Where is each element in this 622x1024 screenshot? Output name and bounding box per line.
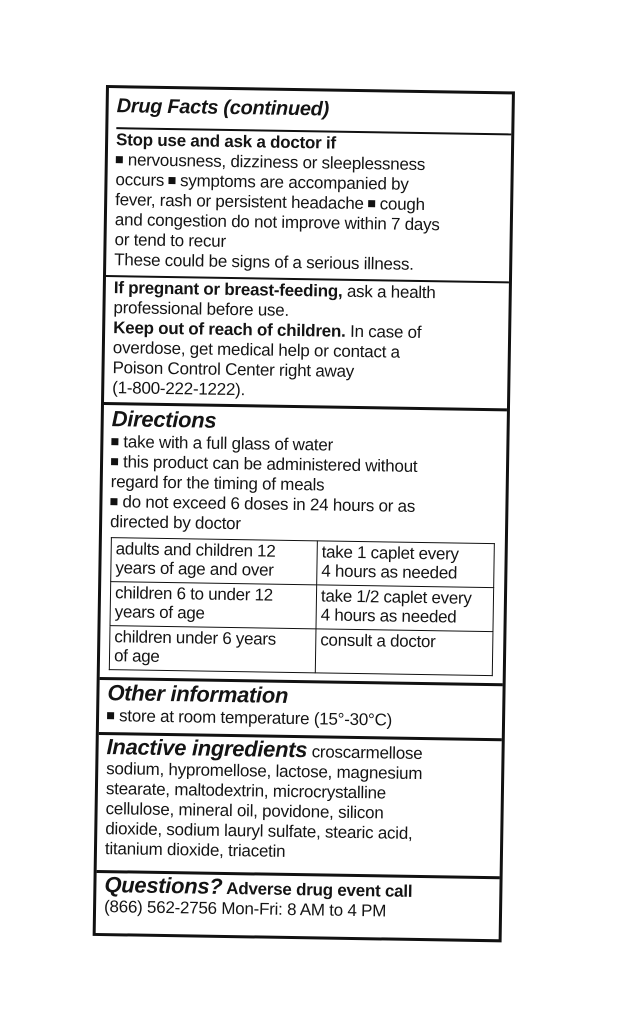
inactive-heading: Inactive ingredients	[106, 734, 308, 763]
table-row	[109, 626, 493, 676]
stop-use-warning: These could be signs of a serious illness.	[114, 250, 414, 274]
directions-item: do not exceed 6 doses in 24 hours or as	[110, 492, 497, 518]
dose-cell: take 1/2 caplet every 4 hours as needed	[316, 585, 494, 632]
inactive-section	[97, 734, 502, 865]
inactive-line: Inactive ingredients croscarmellose	[106, 734, 423, 764]
questions-section	[96, 872, 500, 923]
stop-use-heading: Stop use and ask a doctor if	[115, 130, 336, 153]
bullet-icon	[368, 200, 375, 207]
stop-use-item: or tend to recur	[114, 230, 226, 251]
pregnant-heading: If pregnant or breast-feeding,	[113, 278, 343, 301]
inactive-line: titanium dioxide, triacetin	[104, 839, 286, 861]
directions-item: this product can be administered without	[111, 452, 498, 478]
bullet-icon	[110, 498, 117, 505]
keep-out-line: (1-800-222-1222).	[112, 378, 246, 400]
table-row	[111, 538, 495, 588]
inactive-line: stearate, maltodextrin, microcrystalline	[105, 779, 387, 803]
dose-cell: take 1 caplet every 4 hours as needed	[317, 541, 495, 588]
directions-heading: Directions	[111, 406, 217, 433]
keep-out-heading: Keep out of reach of children.	[113, 318, 346, 341]
other-info-heading: Other information	[107, 680, 289, 708]
questions-heading: Questions?	[104, 872, 223, 899]
directions-item: regard for the timing of meals	[110, 472, 325, 495]
bullet-icon	[107, 712, 114, 719]
directions-item: take with a full glass of water	[111, 432, 498, 458]
keep-out-line: Poison Control Center right away	[112, 358, 355, 381]
dose-cell: consult a doctor	[315, 629, 493, 676]
stop-use-item: fever, rash or persistent headache cough	[115, 190, 425, 215]
drug-facts-title: Drug Facts (continued)	[116, 95, 330, 121]
stop-use-section	[106, 130, 511, 276]
directions-item: directed by doctor	[109, 512, 241, 534]
directions-section	[102, 406, 507, 538]
bullet-icon	[111, 458, 118, 465]
questions-line: Questions? Adverse drug event call	[104, 872, 413, 901]
inactive-line: dioxide, sodium lauryl sulfate, stearic acid,	[105, 819, 413, 843]
stop-use-item: occurs symptoms are accompanied by	[115, 170, 409, 194]
keep-out-line: Keep out of reach of children. In case of	[113, 318, 422, 342]
other-info-item: store at room temperature (15°-30°C)	[107, 706, 494, 732]
age-cell: adults and children 12 years of age and over	[111, 538, 318, 585]
pregnant-line: professional before use.	[113, 298, 290, 320]
drug-facts-panel	[93, 85, 515, 942]
bullet-icon	[116, 156, 123, 163]
bullet-icon	[111, 438, 118, 445]
stop-use-item: and congestion do not improve within 7 days	[114, 210, 440, 235]
other-info-section	[99, 680, 503, 732]
inactive-line: sodium, hypromellose, lactose, magnesium	[106, 759, 423, 784]
age-cell: children under 6 years of age	[109, 626, 316, 673]
bullet-icon	[168, 177, 175, 184]
questions-phone: (866) 562-2756 Mon-Fri: 8 AM to 4 PM	[103, 897, 387, 921]
inactive-line: cellulose, mineral oil, povidone, silicon	[105, 799, 384, 823]
table-row	[110, 582, 494, 632]
keep-out-line: overdose, get medical help or contact a	[112, 338, 400, 362]
dosage-table	[109, 537, 495, 676]
drug-facts-header	[108, 95, 511, 124]
age-cell: children 6 to under 12 years of age	[110, 582, 317, 629]
warnings-section	[104, 278, 509, 404]
pregnant-line: If pregnant or breast-feeding, ask a health	[113, 278, 436, 303]
stop-use-item: nervousness, dizziness or sleeplessness	[116, 150, 503, 176]
